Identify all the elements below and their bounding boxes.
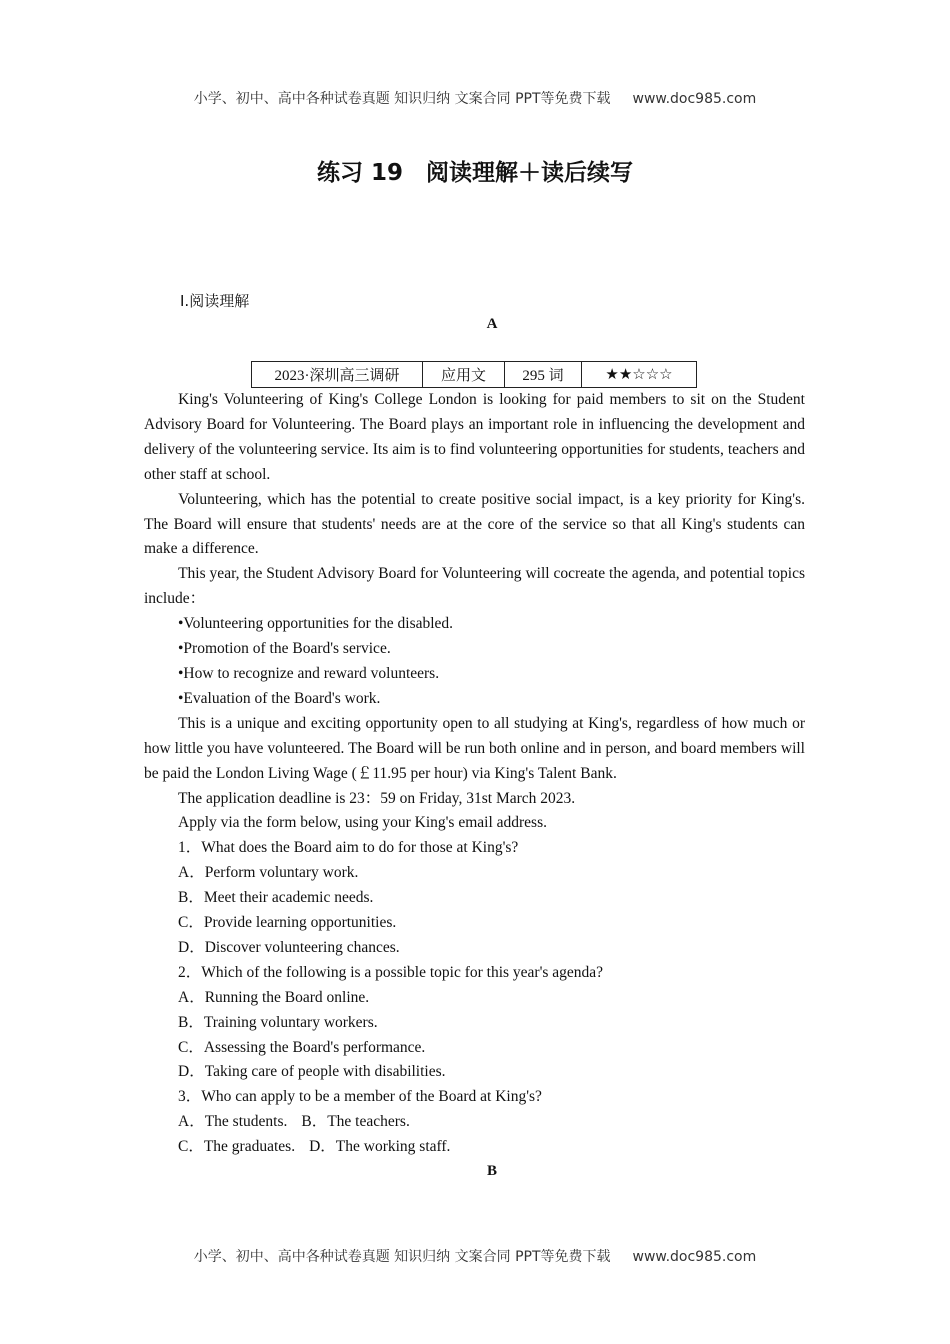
info-source: 2023·深圳高三调研 (252, 362, 423, 388)
info-difficulty: ★★☆☆☆ (582, 362, 697, 388)
question-3-options-row-2 (144, 1135, 805, 1160)
question-3-options-row-1 (144, 1110, 805, 1135)
bullet-item: •Promotion of the Board's service. (178, 640, 391, 658)
paragraph: Volunteering, which has the potential to create positive social impact, is a key priority for King's. The Board will ensure that students' needs are at the core of the service so that all King's students can make a difference. (144, 490, 805, 558)
page-title: 练习 19 阅读理解＋读后续写 (316, 160, 633, 186)
question-3-option-b: B．The teachers. (301, 1113, 410, 1131)
passage-b-letter: B (486, 1163, 497, 1179)
question-1-option-d: D．Discover volunteering chances. (178, 938, 400, 956)
question-3-stem: 3．Who can apply to be a member of the Board at King's? (178, 1088, 542, 1106)
question-1-option-c: C．Provide learning opportunities. (178, 914, 397, 932)
footer-text: 小学、初中、高中各种试卷真题 知识归纳 文案合同 PPT等免费下载 (193, 1249, 611, 1265)
question-1-stem: 1．What does the Board aim to do for those at King's? (178, 839, 519, 857)
paragraph: This year, the Student Advisory Board for Volunteering will cocreate the agenda, and potential topics include： (144, 565, 805, 608)
header-url[interactable]: www.doc985.com (632, 91, 757, 107)
question-2-stem: 2．Which of the following is a possible topic for this year's agenda? (178, 963, 604, 981)
passage-a-body (144, 388, 805, 1160)
question-2-option-c: C．Assessing the Board's performance. (178, 1038, 426, 1056)
bullet-item: •Volunteering opportunities for the disabled. (178, 615, 454, 633)
apply-text: Apply via the form below, using your King's email address. (178, 814, 547, 832)
question-1-option-b: B．Meet their academic needs. (178, 889, 374, 907)
info-genre: 应用文 (423, 362, 505, 388)
page-footer (0, 1246, 950, 1266)
question-1-option-a: A．Perform voluntary work. (178, 864, 359, 882)
passage-a-letter: A (486, 316, 498, 332)
question-2-option-a: A．Running the Board online. (178, 988, 370, 1006)
footer-url[interactable]: www.doc985.com (632, 1249, 757, 1265)
question-3-option-c: C．The graduates. (178, 1138, 296, 1156)
paragraph: King's Volunteering of King's College London is looking for paid members to sit on the Student Advisory Board for Volunteering. The Board plays an important role in influencing the development and delivery of the volunteering service. Its aim is to find volunteering opportunities for students, teachers and other staff at school. (144, 391, 805, 483)
passage-info-table (251, 361, 697, 388)
deadline-text: The application deadline is 23：59 on Friday, 31st March 2023. (178, 789, 576, 807)
bullet-item: •Evaluation of the Board's work. (178, 689, 381, 707)
question-3-option-d: D．The working staff. (309, 1138, 451, 1156)
question-2-option-b: B．Training voluntary workers. (178, 1013, 378, 1031)
question-3-option-a: A．The students. (178, 1113, 288, 1131)
section-label: Ⅰ.阅读理解 (180, 292, 250, 310)
header-text: 小学、初中、高中各种试卷真题 知识归纳 文案合同 PPT等免费下载 (193, 91, 611, 107)
page-header (0, 88, 950, 108)
question-2-option-d: D．Taking care of people with disabilities. (178, 1063, 446, 1081)
bullet-item: •How to recognize and reward volunteers. (178, 664, 440, 682)
info-word-count: 295 词 (505, 362, 582, 388)
paragraph: This is a unique and exciting opportunity open to all studying at King's, regardless of how much or how little you have volunteered. The Board will be run both online and in person, and board members will be paid the London Living Wage (￡11.95 per hour) via King's Talent Bank. (144, 714, 805, 782)
